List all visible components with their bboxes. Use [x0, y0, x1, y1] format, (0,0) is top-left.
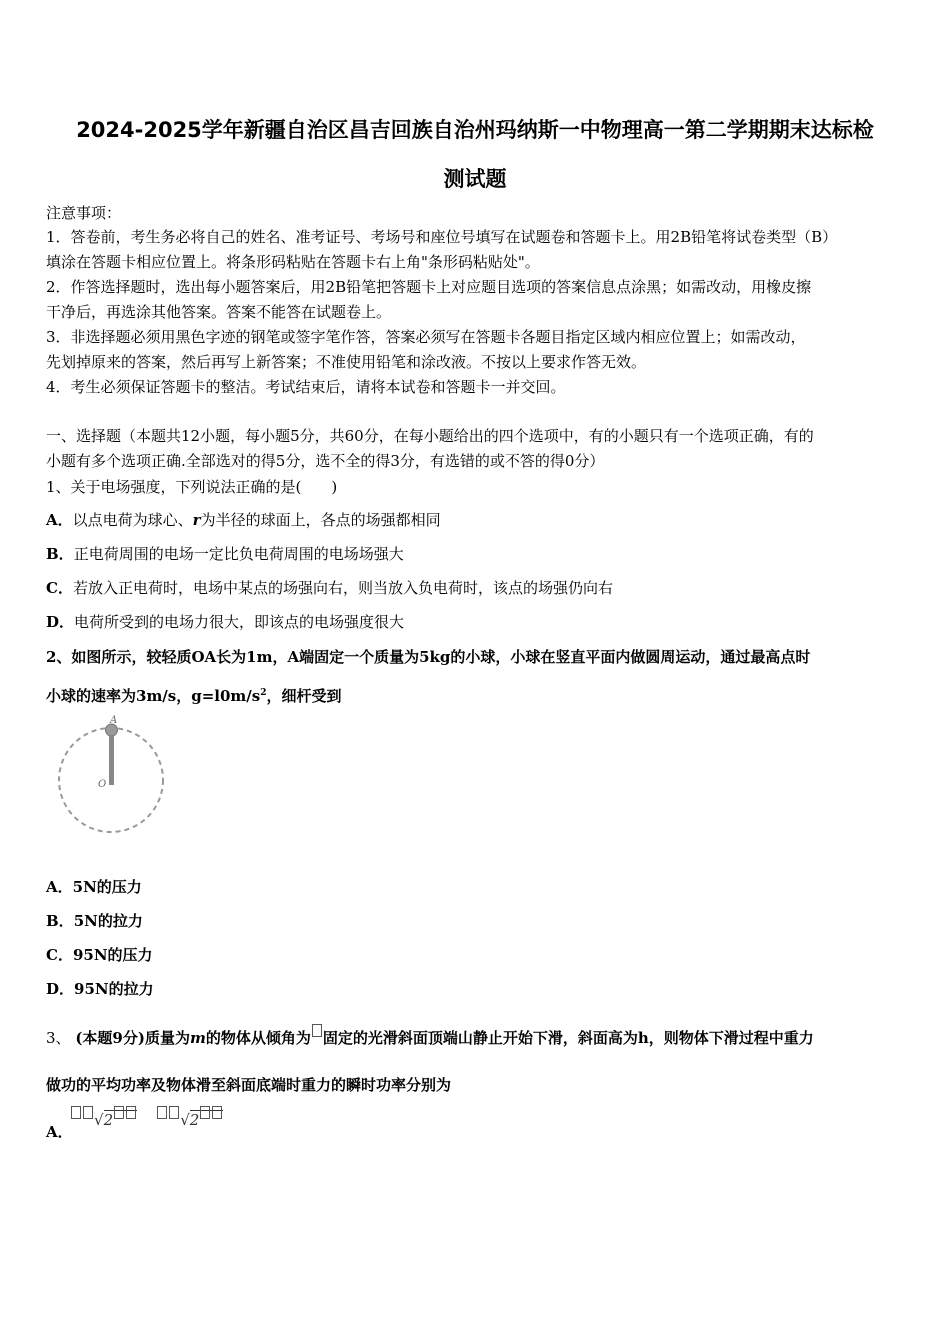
variable-m: m — [189, 1029, 206, 1047]
option-text: 以点电荷为球心、 — [72, 511, 193, 529]
missing-glyph — [126, 1106, 136, 1119]
option-text: 5N的拉力 — [73, 912, 143, 930]
question-3-option-a — [46, 1121, 73, 1143]
question-2-stem-cont — [46, 682, 342, 707]
question-2-stem: 2、如图所示，较轻质OA长为1m，A端固定一个质量为5kg的小球，小球在竖直平面内做圆周运动，通过最高点时 — [46, 648, 811, 666]
notice-item-3: 3．非选择题必须用黑色字迹的钢笔或签字笔作答，答案必须写在答题卡各题目指定区域内相应位置上；如需改动， — [46, 328, 806, 346]
stem-text-mid: 的物体从倾角为 — [205, 1029, 311, 1047]
stem-text: (本题9分)质量为 — [75, 1029, 190, 1047]
option-text-rest: 为半径的球面上，各点的场强都相同 — [200, 511, 441, 529]
section-intro: 一、选择题（本题共12小题，每小题5分，共60分，在每小题给出的四个选项中，有的小题只有一个选项正确，有的 — [46, 427, 814, 445]
option-letter: A． — [46, 878, 73, 896]
missing-glyph — [212, 1106, 222, 1119]
notice-item-4: 4．考生必须保证答题卡的整洁。考试结束后，请将本试卷和答题卡一并交回。 — [46, 378, 566, 396]
sqrt-content — [190, 1110, 224, 1129]
missing-glyph — [114, 1106, 124, 1119]
missing-glyph — [200, 1106, 210, 1119]
sqrt-sign: √ — [180, 1111, 190, 1129]
formula-number: 2 — [189, 1111, 200, 1129]
superscript: 2 — [260, 688, 267, 698]
option-text: 若放入正电荷时，电场中某点的场强向右，则当放入负电荷时，该点的场强仍向右 — [72, 579, 613, 597]
question-2-option-c — [46, 944, 153, 966]
notice-item-1: 1．答卷前，考生务必将自己的姓名、准考证号、考场号和座位号填写在试题卷和答题卡上。用2B铅笔将试卷类型（B） — [46, 228, 838, 246]
option-text: 电荷所受到的电场力很大，即该点的电场强度很大 — [74, 613, 405, 631]
missing-glyph — [83, 1106, 93, 1119]
question-1-option-c — [46, 577, 613, 599]
option-letter: B． — [46, 912, 74, 930]
option-letter: C． — [46, 579, 73, 597]
option-letter: C． — [46, 946, 73, 964]
label-o: O — [98, 779, 107, 790]
option-text: 5N的压力 — [72, 878, 142, 896]
missing-glyph — [71, 1106, 81, 1119]
question-2-option-b — [46, 910, 143, 932]
notice-item-2-cont: 干净后，再选涂其他答案。答案不能答在试题卷上。 — [46, 303, 392, 321]
option-letter: D． — [46, 613, 75, 631]
notice-heading: 注意事项： — [46, 204, 122, 222]
formula-number: 2 — [103, 1111, 114, 1129]
question-3-stem — [46, 1024, 814, 1049]
page-title-continued: 测试题 — [443, 167, 507, 191]
option-letter: A． — [46, 511, 73, 529]
sqrt-sign: √ — [94, 1111, 104, 1129]
circle-rod-diagram — [52, 712, 172, 842]
question-1-option-d — [46, 611, 404, 633]
missing-glyph-theta — [312, 1024, 322, 1037]
rod-oa — [109, 730, 114, 785]
question-1-stem: 1、关于电场强度，下列说法正确的是( ) — [46, 478, 338, 496]
question-1-option-b — [46, 543, 404, 565]
circular-motion-figure — [52, 712, 172, 846]
missing-glyph — [169, 1106, 179, 1119]
stem-text-rest: ，细杆受到 — [266, 687, 342, 705]
question-2-option-a — [46, 876, 142, 898]
question-2-option-d — [46, 978, 154, 1000]
question-number: 3、 — [46, 1029, 71, 1047]
notice-item-2: 2．作答选择题时，选出每小题答案后，用2B铅笔把答题卡上对应题目选项的答案信息点涂黑；如需改动，用橡皮擦 — [46, 278, 812, 296]
question-1-option-a — [46, 509, 441, 531]
sqrt-content — [104, 1110, 138, 1129]
question-3-stem-cont: 做功的平均功率及物体滑至斜面底端时重力的瞬时功率分别为 — [46, 1076, 452, 1094]
page-title: 2024-2025学年新疆自治区昌吉回族自治州玛纳斯一中物理高一第二学期期末达标检 — [76, 118, 874, 142]
missing-glyph — [157, 1106, 167, 1119]
notice-item-3-cont: 先划掉原来的答案，然后再写上新答案；不准使用铅笔和涂改液。不按以上要求作答无效。 — [46, 353, 647, 371]
option-text: 95N的压力 — [72, 946, 153, 964]
variable-r: r — [192, 511, 201, 529]
option-text: 95N的拉力 — [74, 980, 154, 998]
option-letter: A． — [46, 1123, 73, 1141]
option-letter: D． — [46, 980, 75, 998]
section-intro-cont: 小题有多个选项正确.全部选对的得5分，选不全的得3分，有选错的或不答的得0分） — [46, 452, 605, 470]
label-a: A — [110, 715, 118, 726]
stem-text-rest: 固定的光滑斜面顶端山静止开始下滑，斜面高为h，则物体下滑过程中重力 — [322, 1029, 814, 1047]
question-3-option-a-formula — [70, 1106, 223, 1129]
option-letter: B． — [46, 545, 74, 563]
notice-item-1-cont: 填涂在答题卡相应位置上。将条形码粘贴在答题卡右上角"条形码粘贴处"。 — [46, 253, 540, 271]
stem-text: 小球的速率为3m/s，g=l0m/s — [46, 687, 261, 705]
option-text: 正电荷周围的电场一定比负电荷周围的电场场强大 — [73, 545, 404, 563]
